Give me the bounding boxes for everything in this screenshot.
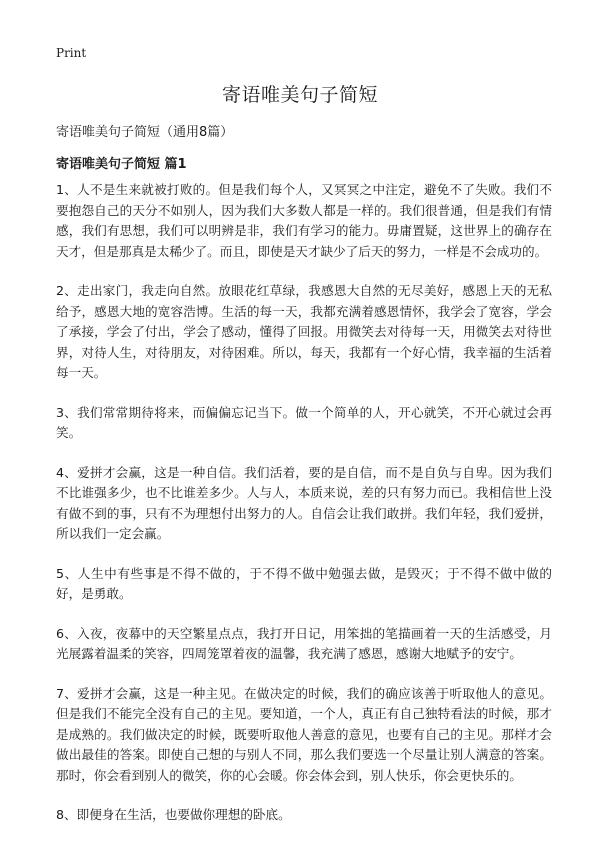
- paragraph-3: 3、我们常常期待将来，而偏偏忘记当下。做一个简单的人，开心就笑，不开心就过会再笑。: [56, 404, 552, 440]
- print-link[interactable]: Print: [56, 46, 87, 60]
- paragraph-1: 1、人不是生来就被打败的。但是我们每个人，又冥冥之中注定，避免不了失败。我们不要抱怨自己的天分不如别人，因为我们大多数人都是一样的。我们很普通，但是我们有情感，我们有思想，我们可以明辨是非，我们有学习的能力。毋庸置疑，这世界上的确存在天才，但是那真是太稀少了。而且，即使是天才缺少了后天的努力，一样是不会成功的。: [56, 182, 552, 259]
- paragraph-6: 6、入夜，夜幕中的天空繁星点点，我打开日记，用笨拙的笔描画着一天的生活感受，月光展露着温柔的笑容，四周笼罩着夜的温馨，我充满了感恩，感谢大地赋予的安宁。: [56, 625, 552, 661]
- paragraph-7: 7、爱拼才会赢，这是一种主见。在做决定的时候，我们的确应该善于听取他人的意见。但是我们不能完全没有自己的主见。要知道，一个人，真正有自己独特看法的时候，那才是成熟的。我们做决定的时候，既要听取他人善意的意见，也要有自己的主见。那样才会做出最佳的答案。即使自己想的与别人不同，那么我们要选一个尽量让别人满意的答案。那时，你会看到别人的微笑，你的心会暖。你会体会到，别人快乐，你会更快乐的。: [56, 685, 552, 783]
- paragraph-8: 8、即便身在生活，也要做你理想的卧底。: [56, 807, 291, 822]
- page-title: 寄语唯美句子简短: [221, 84, 378, 106]
- paragraph-5: 5、人生中有些事是不得不做的，于不得不做中勉强去做，是毁灭；于不得不做中做的好，是勇敢。: [56, 565, 552, 601]
- paragraph-2: 2、走出家门，我走向自然。放眼花红草绿，我感恩大自然的无尽美好，感恩上天的无私给予，感恩大地的宽容浩博。生活的每一天，我都充满着感恩情怀，我学会了宽容，学会了承接，学会了付出，学会了感动，懂得了回报。用微笑去对待每一天，用微笑去对待世界，对待人生，对待朋友，对待困难。所以，每天，我都有一个好心情，我幸福的生活着每一天。: [56, 283, 552, 380]
- section-heading: 寄语唯美句子简短 篇1: [56, 157, 187, 172]
- paragraph-4: 4、爱拼才会赢，这是一种自信。我们活着，要的是自信，而不是自负与自卑。因为我们不比谁强多少，也不比谁差多少。人与人，本质来说，差的只有努力而已。我相信世上没有做不到的事，只有不为理想付出努力的人。自信会让我们敢拼。我们年轻，我们爱拼，所以我们一定会赢。: [56, 464, 552, 541]
- document-subtitle: 寄语唯美句子简短（通用8篇）: [56, 125, 234, 140]
- article-body: [56, 180, 552, 845]
